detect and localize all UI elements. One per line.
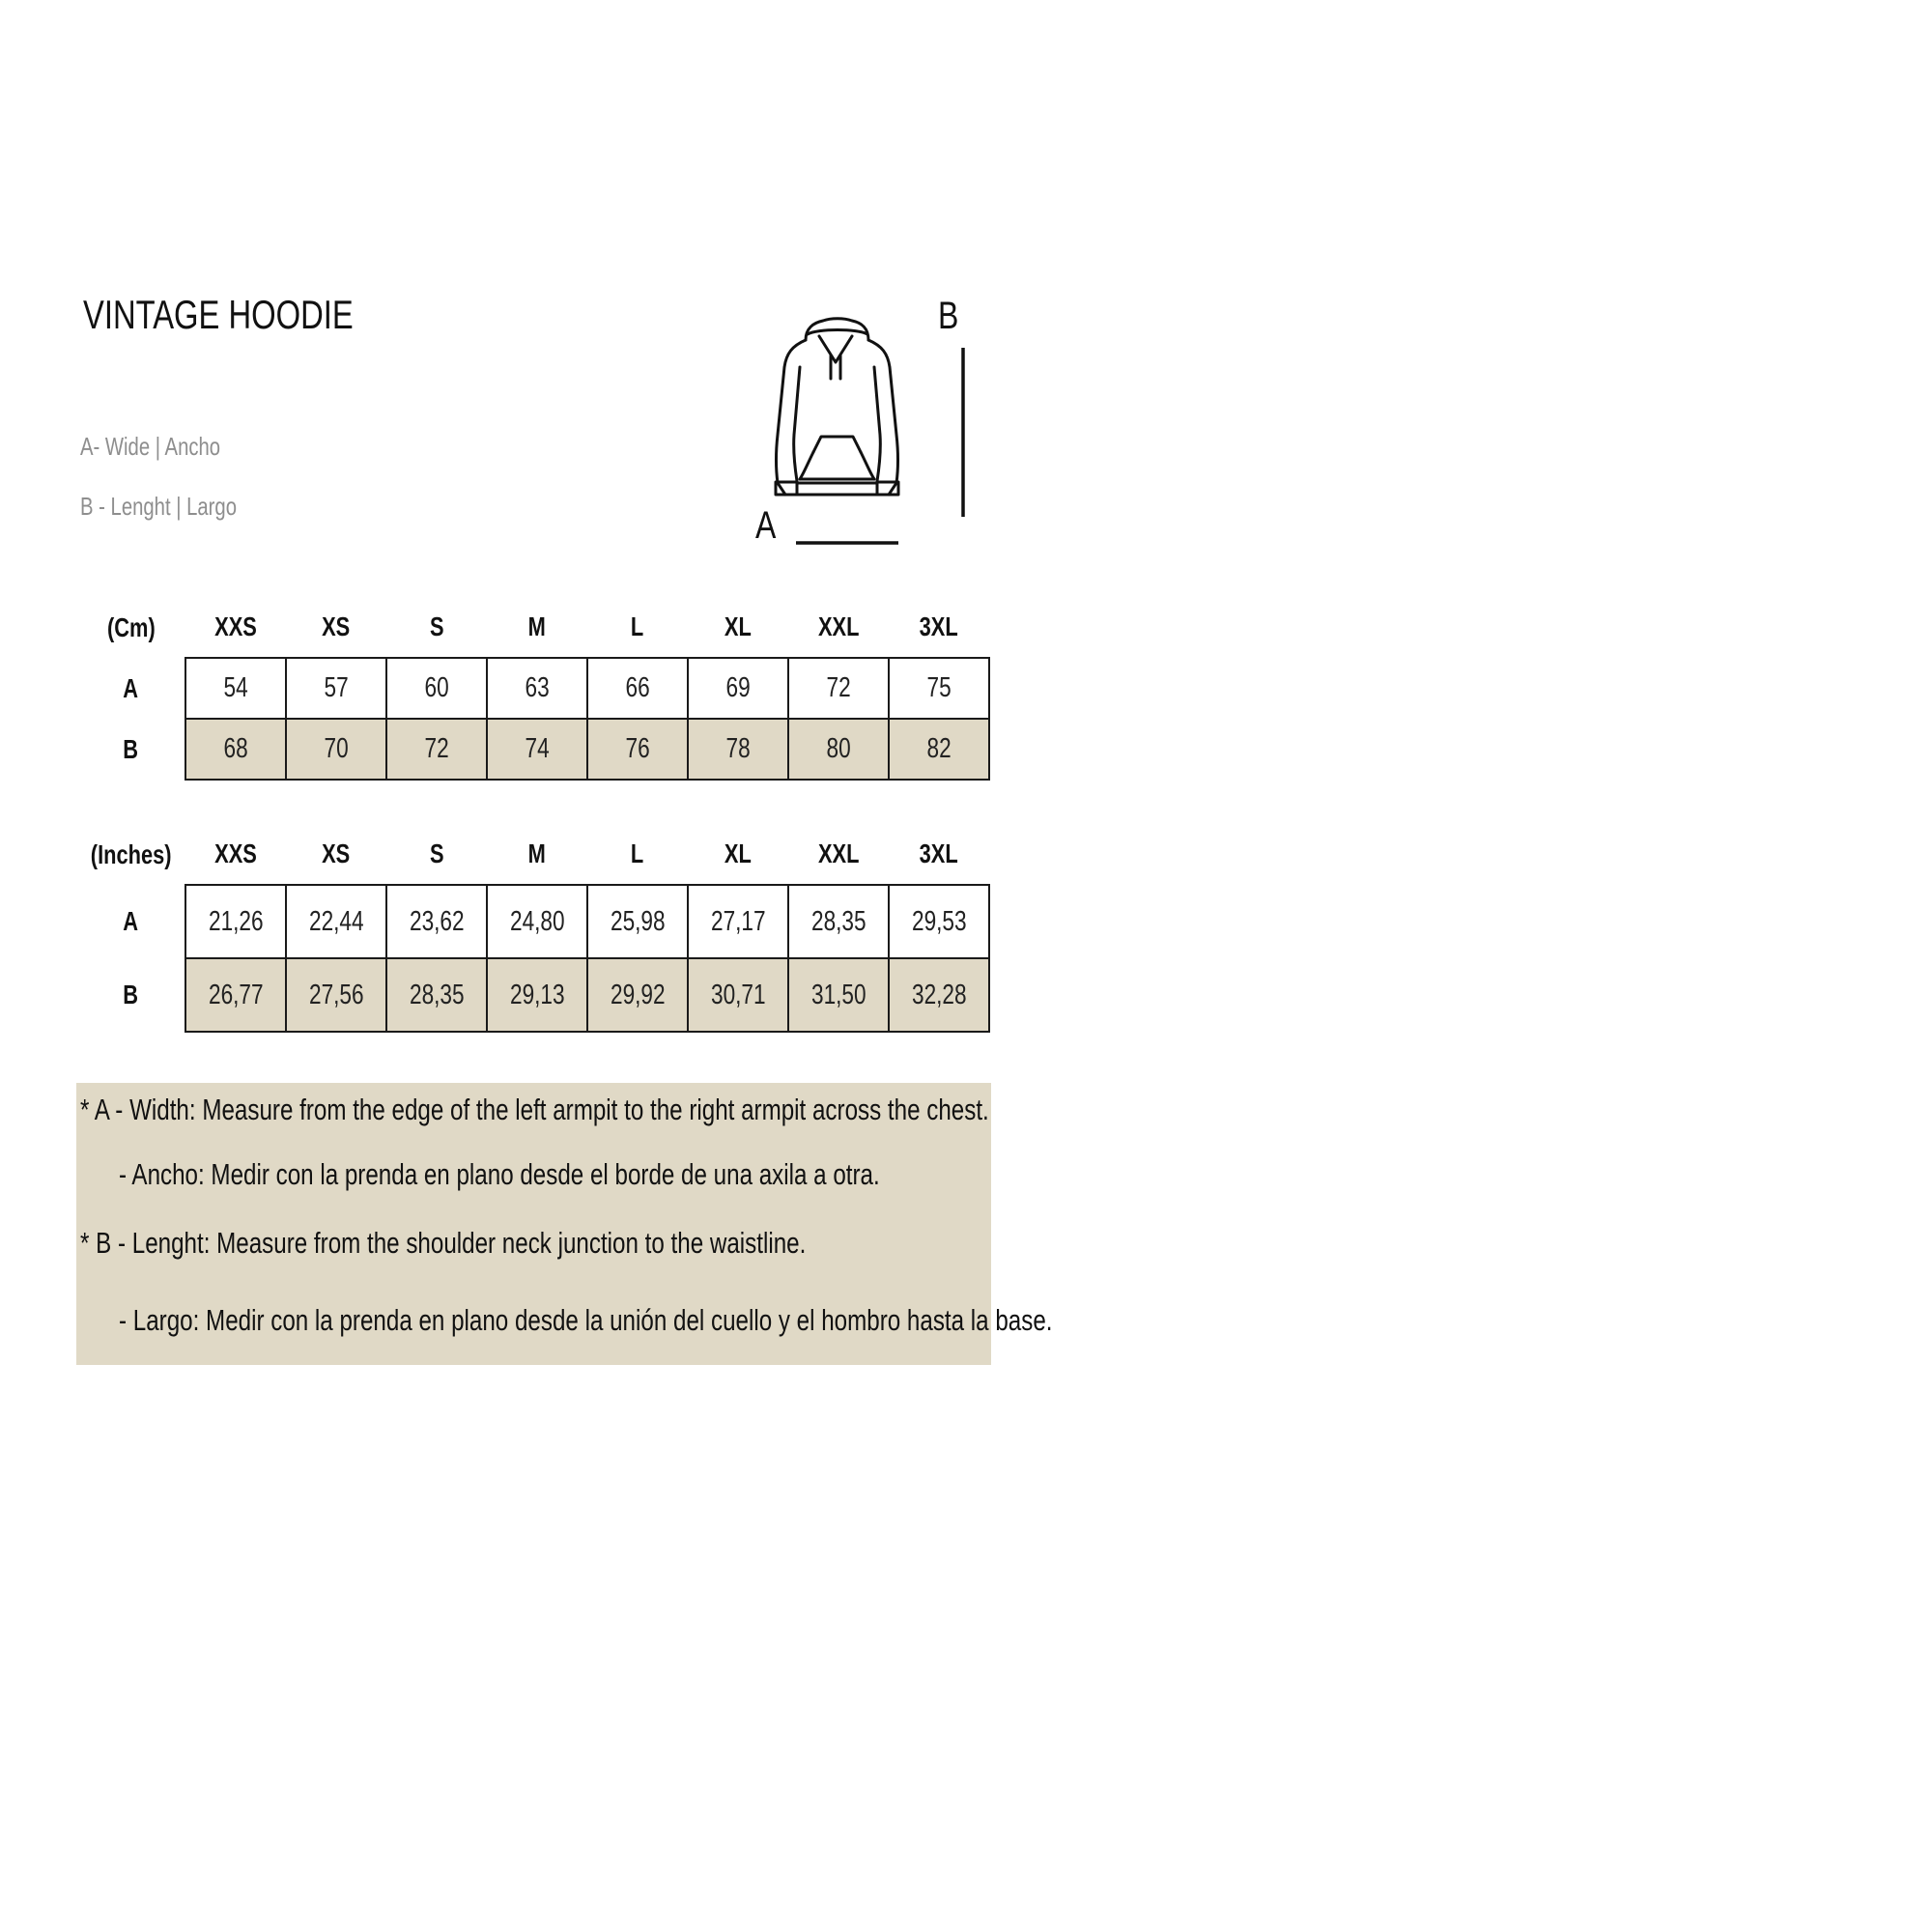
table-cell: 60 (386, 658, 487, 719)
table-cell: 82 (889, 719, 989, 780)
table-cell: 26,77 (185, 958, 286, 1032)
table-row (77, 958, 989, 1032)
size-table-cm (77, 597, 990, 781)
table-cell: 54 (185, 658, 286, 719)
measurement-notes (76, 1083, 1053, 1365)
size-header: 3XL (919, 838, 959, 868)
row-label: A (123, 906, 139, 936)
table-cell: 78 (688, 719, 788, 780)
table-row (77, 885, 989, 958)
table-cell: 80 (788, 719, 889, 780)
legend-width: A- Wide | Ancho (80, 432, 221, 461)
table-cell: 76 (587, 719, 688, 780)
size-header: S (429, 838, 444, 868)
table-cell: 24,80 (487, 885, 587, 958)
note-length-spanish: - Largo: Medir con la prenda en plano desde la unión del cuello y el hombro hasta la base. (119, 1303, 1053, 1337)
table-cell: 30,71 (688, 958, 788, 1032)
table-row (77, 658, 989, 719)
legend-length: B - Lenght | Largo (80, 492, 237, 521)
row-label: B (123, 980, 139, 1009)
size-header: 3XL (919, 611, 959, 641)
table-cell: 27,17 (688, 885, 788, 958)
row-label: B (123, 733, 139, 764)
size-table-inches (77, 824, 990, 1033)
size-header: XXS (214, 838, 257, 868)
table-cell: 75 (889, 658, 989, 719)
table-cell: 57 (286, 658, 386, 719)
table-cell: 29,92 (587, 958, 688, 1032)
table-cell: 63 (487, 658, 587, 719)
size-header: M (527, 838, 547, 868)
size-header: XL (724, 838, 752, 868)
hoodie-icon (744, 290, 1005, 560)
size-header: L (631, 611, 644, 641)
unit-label: (Cm) (107, 611, 156, 642)
size-header: XS (322, 611, 351, 641)
table-cell: 68 (185, 719, 286, 780)
table-cell: 22,44 (286, 885, 386, 958)
size-header: XXL (817, 611, 860, 641)
table-cell: 28,35 (386, 958, 487, 1032)
size-header: XXL (817, 838, 860, 868)
table-cell: 70 (286, 719, 386, 780)
table-cell: 31,50 (788, 958, 889, 1032)
label-length-b: B (938, 295, 959, 337)
table-header-row (77, 597, 989, 658)
table-row (77, 719, 989, 780)
note-length-english: * B - Lenght: Measure from the shoulder neck junction to the waistline. (80, 1226, 807, 1260)
size-header: XS (322, 838, 351, 868)
table-cell: 28,35 (788, 885, 889, 958)
row-label: A (123, 672, 139, 703)
size-header: XXS (214, 611, 257, 641)
table-cell: 21,26 (185, 885, 286, 958)
size-header: XL (724, 611, 752, 641)
table-header-row (77, 824, 989, 885)
size-header: M (527, 611, 547, 641)
size-header: L (631, 838, 644, 868)
table-cell: 29,13 (487, 958, 587, 1032)
table-cell: 29,53 (889, 885, 989, 958)
size-header: S (429, 611, 444, 641)
table-cell: 66 (587, 658, 688, 719)
table-cell: 72 (386, 719, 487, 780)
table-cell: 23,62 (386, 885, 487, 958)
table-cell: 27,56 (286, 958, 386, 1032)
note-width-english: * A - Width: Measure from the edge of the left armpit to the right armpit across the chest. (80, 1093, 989, 1126)
page-title: VINTAGE HOODIE (83, 292, 354, 337)
table-cell: 25,98 (587, 885, 688, 958)
table-cell: 72 (788, 658, 889, 719)
table-cell: 74 (487, 719, 587, 780)
label-width-a: A (755, 504, 777, 547)
table-cell: 32,28 (889, 958, 989, 1032)
table-cell: 69 (688, 658, 788, 719)
unit-label: (Inches) (91, 838, 172, 869)
note-width-spanish: - Ancho: Medir con la prenda en plano desde el borde de una axila a otra. (119, 1157, 880, 1191)
